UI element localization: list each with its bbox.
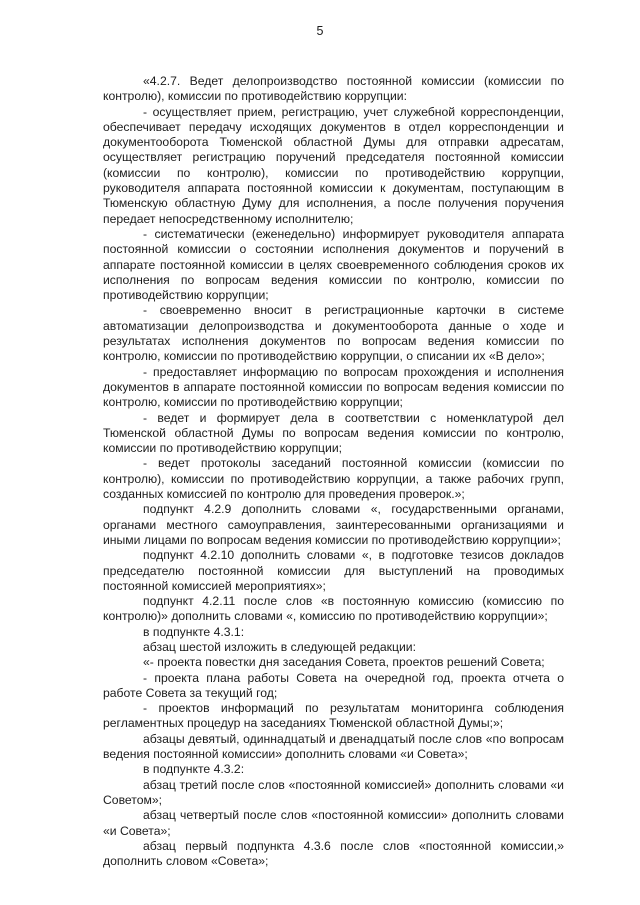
paragraph-amendment: подпункт 4.2.9 дополнить словами «, государственными органами, органами местного самоуправления, заинтересованными организациями и иными лицами по вопросам ведения комиссии по противодействию коррупции»; xyxy=(103,502,564,547)
paragraph-quote: - проекта плана работы Совета на очередной год, проекта отчета о работе Совета за текущий год; xyxy=(103,670,564,700)
paragraph-item: - ведет и формирует дела в соответствии с номенклатурой дел Тюменской областной Думы по вопросам ведения комиссии по контролю, комиссии по противодействию коррупции; xyxy=(103,410,564,456)
paragraph-item: - предоставляет информацию по вопросам прохождения и исполнения документов в аппарате постоянной комиссии по вопросам ведения комиссии по контролю, комиссии по противодействию коррупции; xyxy=(103,364,564,410)
paragraph-amendment: абзац первый подпункта 4.3.6 после слов «постоянной комиссии,» дополнить словом «Совета»; xyxy=(103,838,564,869)
paragraph-amendment: абзац четвертый после слов «постоянной комиссии» дополнить словами «и Совета»; xyxy=(103,808,564,838)
document-body xyxy=(103,74,564,869)
paragraph-item: - своевременно вносит в регистрационные карточки в системе автоматизации делопроизводства и документооборота данные о ходе и результатах исполнения документов по вопросам ведения комиссии по контролю, комиссии по противодействию коррупции, о списании их «В дело»; xyxy=(103,303,564,364)
paragraph-amendment: подпункт 4.2.10 дополнить словами «, в подготовке тезисов докладов председателю постоянной комиссии для выступлений на проводимых постоянной комиссией мероприятиях»; xyxy=(103,548,564,593)
paragraph-quote: «- проекта повестки дня заседания Совета, проектов решений Совета; xyxy=(143,655,545,670)
paragraph-4-2-7: «4.2.7. Ведет делопроизводство постоянной комиссии (комиссии по контролю), комиссии по противодействию коррупции: xyxy=(103,74,564,104)
paragraph-amendment: абзац третий после слов «постоянной комиссией» дополнить словами «и Советом»; xyxy=(103,777,564,807)
paragraph-amendment: абзац шестой изложить в следующей редакции: xyxy=(143,639,416,654)
page-number: 5 xyxy=(316,24,324,38)
paragraph-amendment: абзацы девятый, одиннадцатый и двенадцатый после слов «по вопросам ведения постоянной комиссии» дополнить словами «и Совета»; xyxy=(103,731,564,762)
paragraph-amendment: в подпункте 4.3.1: xyxy=(143,624,245,639)
paragraph-quote: - проектов информаций по результатам мониторинга соблюдения регламентных процедур на заседаниях Тюменской областной Думы;»; xyxy=(103,701,564,731)
paragraph-amendment: в подпункте 4.3.2: xyxy=(143,762,245,777)
paragraph-item: - осуществляет прием, регистрацию, учет служебной корреспонденции, обеспечивает передачу исходящих документов в отдел корреспонденции и документооборота Тюменской областной Думы для отправки адресатам, осуществляет регистрацию поручений председателя постоянной комиссии (комиссии по контролю), комиссии по противодействию коррупции, руководителя аппарата постоянной комиссии к документам, поступающим в Тюменскую областную Думу для исполнения, а после получения поручения передает непосредственному исполнителю; xyxy=(103,104,564,226)
paragraph-item: - ведет протоколы заседаний постоянной комиссии (комиссии по контролю), комиссии по противодействию коррупции, а также рабочих групп, созданных комиссией по контролю для проведения проверок.»; xyxy=(103,456,564,502)
paragraph-item: - систематически (еженедельно) информирует руководителя аппарата постоянной комиссии о состоянии исполнения документов и поручений в аппарате постоянной комиссии в целях своевременного соблюдения сроков их исполнения по вопросам ведения комиссии по контролю, комиссии по противодействию коррупции; xyxy=(103,226,564,303)
paragraph-amendment: подпункт 4.2.11 после слов «в постоянную комиссию (комиссию по контролю)» дополнить словами «, комиссию по противодействию коррупции»; xyxy=(103,594,564,624)
